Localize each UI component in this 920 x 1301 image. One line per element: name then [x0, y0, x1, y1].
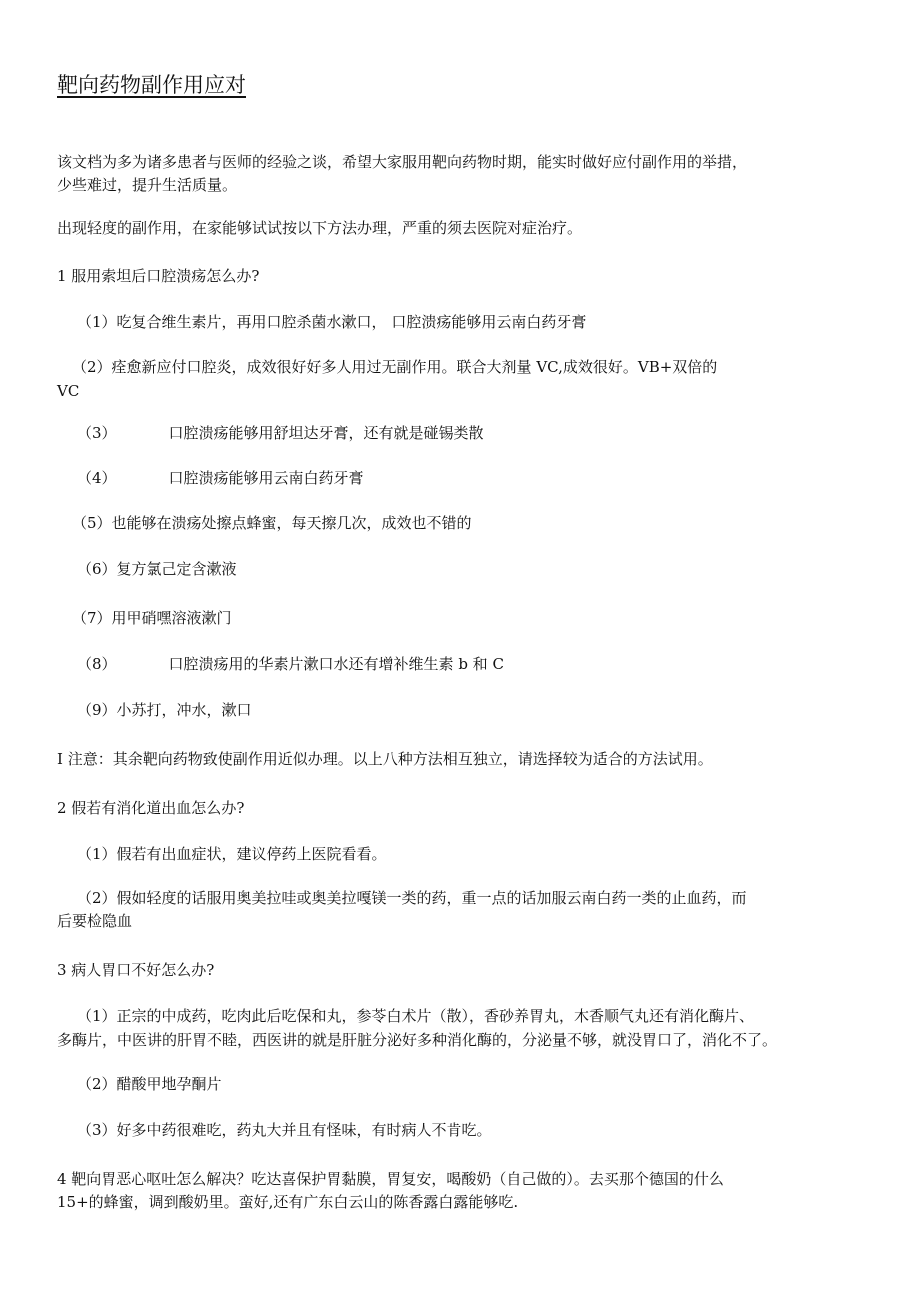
q3-item-1-line-2: 多酶片，中医讲的肝胃不睦，西医讲的就是肝脏分泌好多种消化酶的，分泌量不够，就没胃口了，消化不了。	[57, 1031, 778, 1049]
q3-heading: 3 病人胃口不好怎么办?	[57, 961, 215, 979]
q4-line-1: 4 靶向胃恶心呕吐怎么解决？吃达喜保护胃黏膜，胃复安，喝酸奶（自己做的）。去买那个德国的什么	[57, 1170, 724, 1188]
q3-item-1-line-1: （1）正宗的中成药，吃肉此后吃保和丸，参苓白术片（散），香砂养胃丸，木香顺气丸还有消化酶片、	[77, 1007, 755, 1025]
q1-item-7: （7）用甲硝嘿溶液漱门	[72, 609, 232, 627]
q1-item-4	[77, 467, 364, 490]
q1-item-8-number: （8）	[77, 655, 117, 673]
q1-note: I 注意：其余靶向药物致使副作用近似办理。以上八种方法相互独立，请选择较为适合的方法试用。	[57, 750, 713, 768]
q1-item-3-number: （3）	[77, 424, 117, 442]
q1-item-8	[77, 653, 504, 676]
intro-line-2: 少些难过，提升生活质量。	[57, 176, 238, 194]
q1-item-3-text: 口腔溃疡能够用舒坦达牙膏，还有就是碰锡类散	[168, 424, 484, 442]
q3-item-3: （3）好多中药很难吃，药丸大并且有怪味，有时病人不肯吃。	[77, 1121, 492, 1139]
q2-item-1: （1）假若有出血症状，建议停药上医院看看。	[77, 845, 387, 863]
q2-item-2-line-2: 后要检隐血	[57, 912, 133, 930]
q1-item-6: （6）复方氯己定含漱液	[77, 560, 237, 578]
q1-item-5: （5）也能够在溃疡处擦点蜂蜜，每天擦几次，成效也不错的	[72, 514, 472, 532]
q1-item-4-number: （4）	[77, 469, 117, 487]
q1-item-8-text: 口腔溃疡用的华素片漱口水还有增补维生素 b 和 C	[168, 655, 504, 673]
q1-item-2-line-1: （2）痊愈新应付口腔炎，成效很好好多人用过无副作用。联合大剂量 VC,成效很好。VB+双倍的	[72, 358, 718, 376]
q2-item-2-line-1: （2）假如轻度的话服用奥美拉哇或奥美拉嘎镁一类的药，重一点的话加服云南白药一类的止血药，而	[77, 889, 747, 907]
q1-item-9: （9）小苏打，冲水，漱口	[77, 701, 252, 719]
q1-item-4-text: 口腔溃疡能够用云南白药牙膏	[168, 469, 364, 487]
q1-item-2-line-2: VC	[57, 382, 80, 400]
page-title: 靶向药物副作用应对	[57, 73, 246, 97]
q3-item-2: （2）醋酸甲地孕酮片	[77, 1075, 222, 1093]
q1-item-1: （1）吃复合维生素片，再用口腔杀菌水漱口， 口腔溃疡能够用云南白药牙膏	[77, 313, 587, 331]
notice-paragraph: 出现轻度的副作用，在家能够试试按以下方法办理，严重的须去医院对症治疗。	[57, 219, 583, 237]
q2-heading: 2 假若有消化道出血怎么办?	[57, 799, 245, 817]
q4-line-2: 15+的蜂蜜，调到酸奶里。蛮好,还有广东白云山的陈香露白露能够吃.	[57, 1193, 519, 1211]
intro-line-1: 该文档为多为诸多患者与医师的经验之谈，希望大家服用靶向药物时期，能实时做好应付副作用的举措，	[57, 153, 748, 171]
q1-heading: 1 服用索坦后口腔溃疡怎么办?	[57, 267, 260, 285]
q1-item-3	[77, 422, 484, 445]
